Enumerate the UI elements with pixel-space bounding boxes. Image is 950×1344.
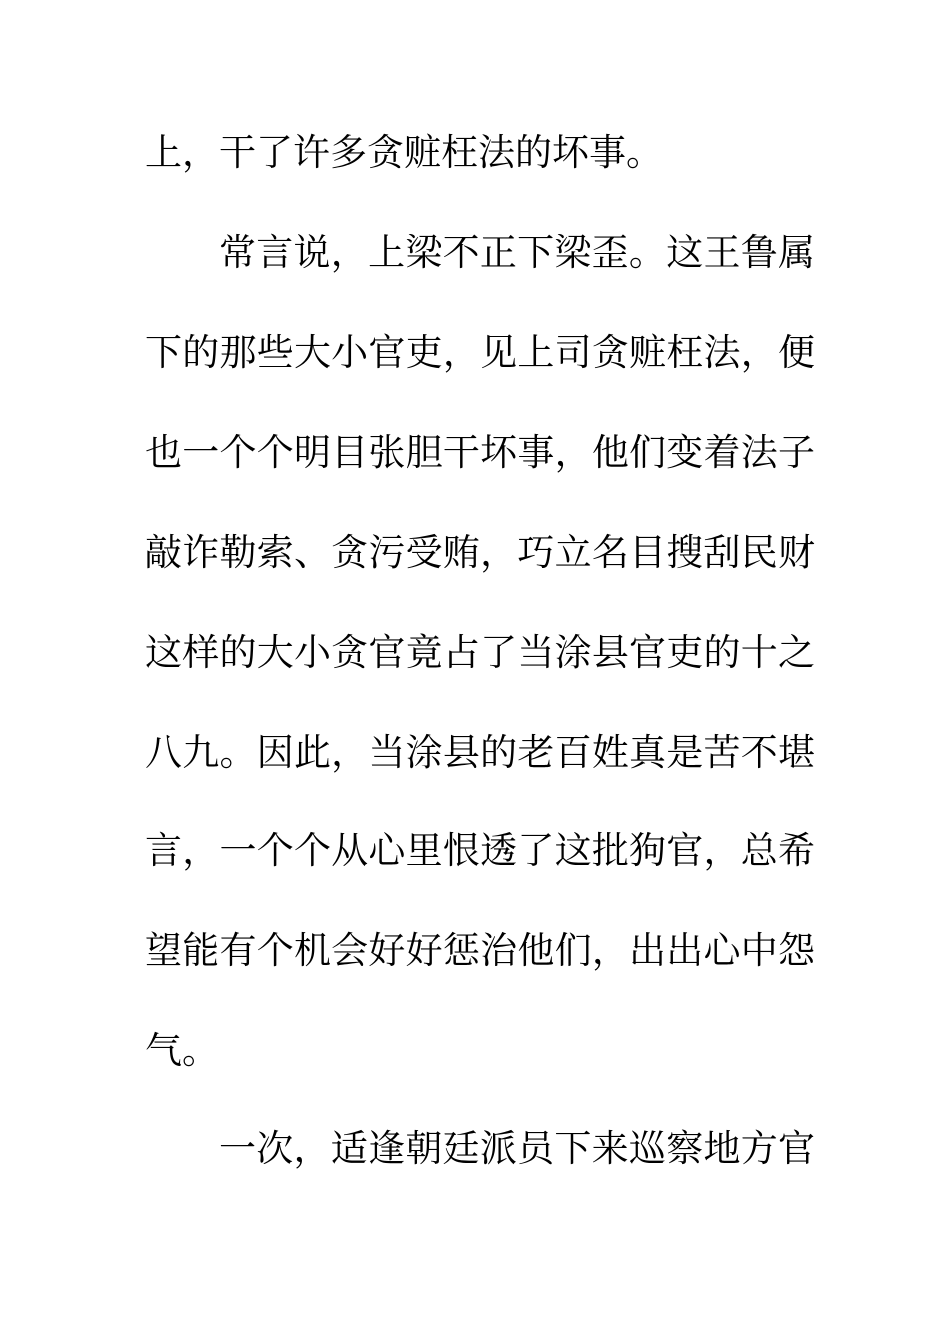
text-line-6: 这样的大小贪官竟占了当涂县官吏的十之 <box>145 631 815 674</box>
text-line-4: 也一个个明目张胆干坏事，他们变着法子 <box>145 431 815 474</box>
text-line-10: 气。 <box>145 1029 219 1072</box>
text-line-5: 敲诈勒索、贪污受贿，巧立名目搜刮民财 <box>145 531 815 574</box>
text-line-9: 望能有个机会好好惩治他们，出出心中怨 <box>145 929 815 972</box>
text-line-2: 常言说，上梁不正下梁歪。这王鲁属 <box>219 231 815 274</box>
text-line-8: 言，一个个从心里恨透了这批狗官，总希 <box>145 829 815 872</box>
text-line-3: 下的那些大小官吏，见上司贪赃枉法，便 <box>145 331 815 374</box>
text-line-1: 上，干了许多贪赃枉法的坏事。 <box>145 131 663 174</box>
text-line-7: 八九。因此，当涂县的老百姓真是苦不堪 <box>145 731 815 774</box>
text-line-11: 一次，适逢朝廷派员下来巡察地方官 <box>219 1127 815 1170</box>
